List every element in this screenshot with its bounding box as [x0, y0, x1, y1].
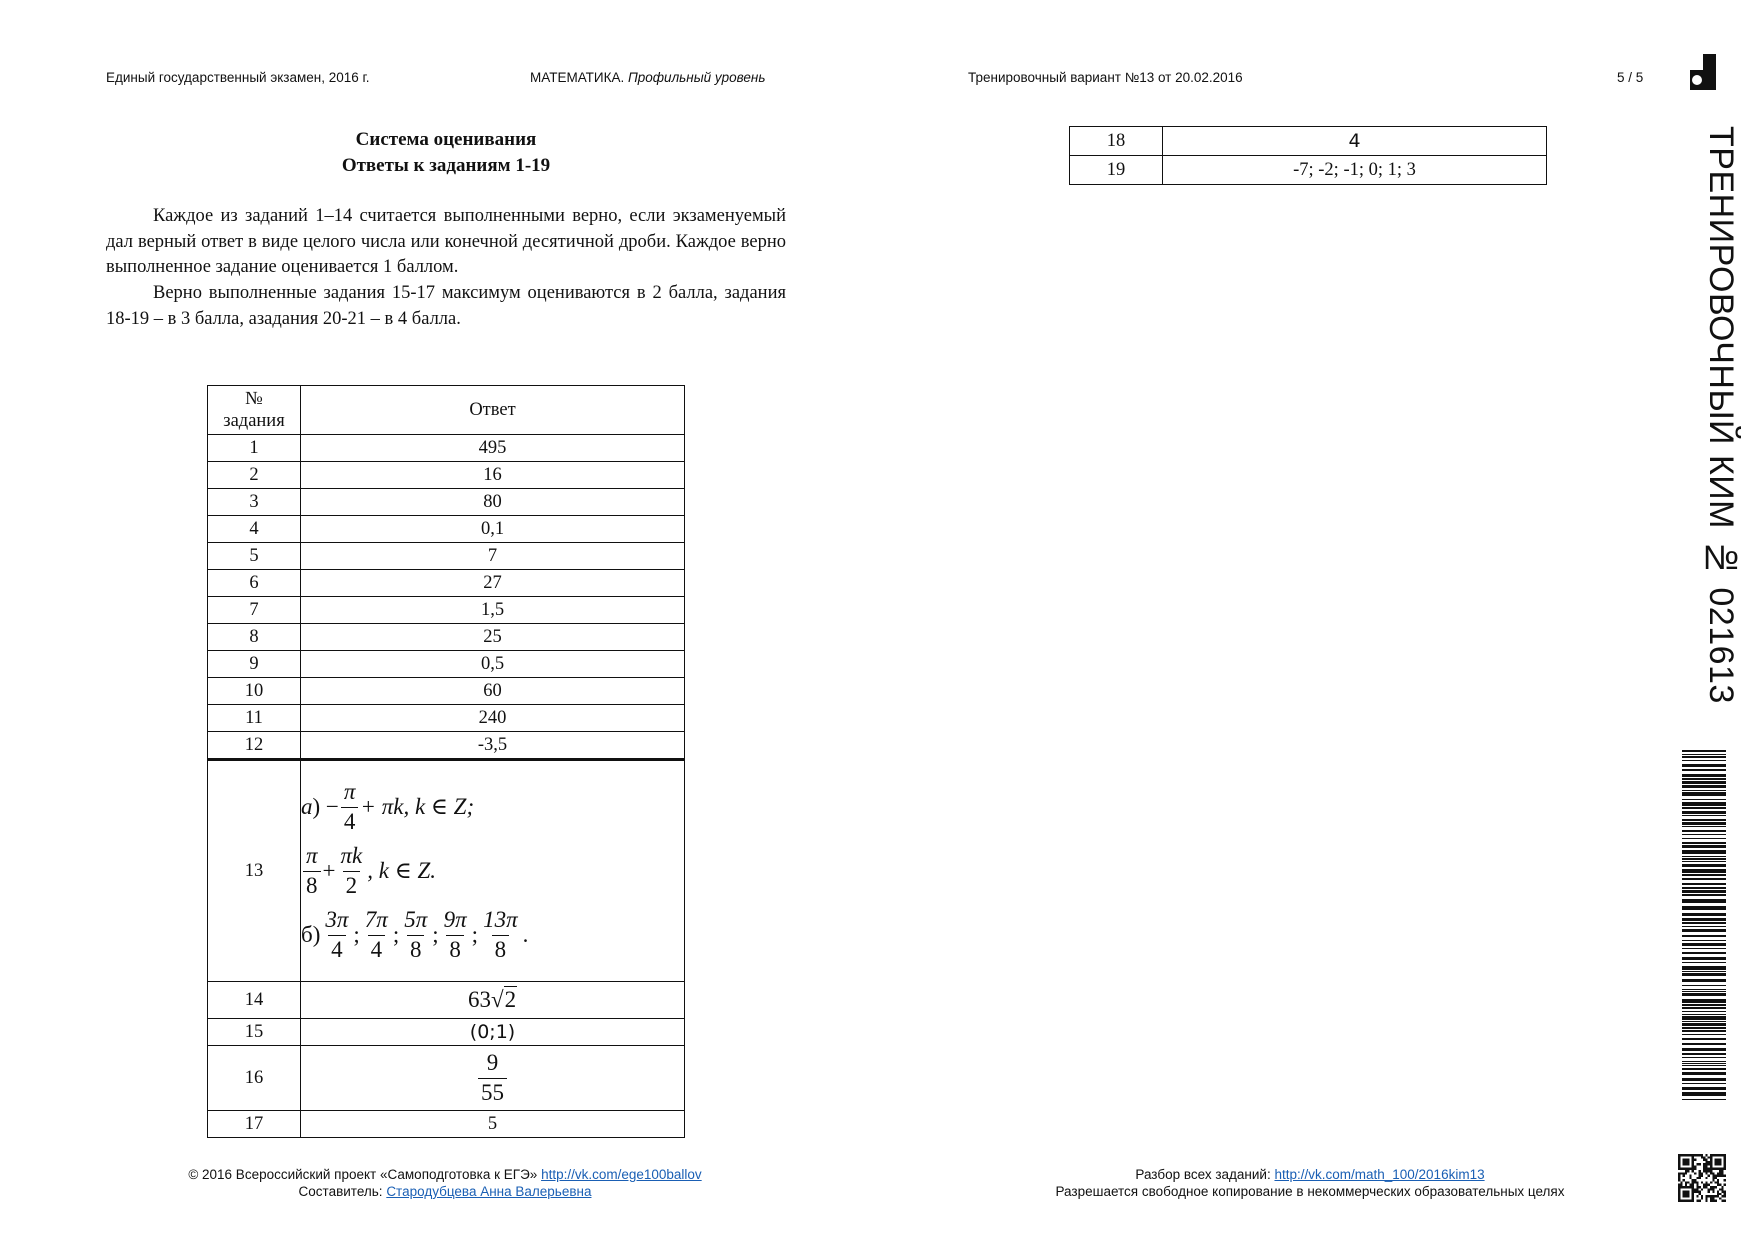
- fraction: [341, 780, 359, 833]
- formula-separator: ;: [353, 922, 360, 947]
- header-subject: [530, 70, 765, 85]
- fraction-numerator: 5π: [404, 907, 428, 933]
- footer-left: [150, 1166, 740, 1200]
- fraction: [480, 908, 521, 961]
- table-header-number: [208, 386, 301, 435]
- title-line-1: Система оценивания: [355, 129, 537, 150]
- fraction-denominator: 8: [492, 935, 510, 962]
- fraction-numerator: 9: [486, 1050, 499, 1076]
- fraction: [401, 908, 430, 961]
- task-number: 15: [208, 1019, 301, 1046]
- task-answer: 495: [301, 435, 685, 462]
- table-row: [208, 732, 685, 760]
- formula-text: +: [322, 858, 336, 883]
- fraction: [322, 908, 351, 961]
- table-row: [208, 624, 685, 651]
- title-line-2: Ответы к заданиям 1-19: [341, 155, 551, 176]
- table-row: [208, 1111, 685, 1138]
- table-row: [1070, 127, 1547, 156]
- task-number: 13: [208, 760, 301, 982]
- fraction-numerator: 7π: [364, 907, 388, 933]
- task-number: 14: [208, 982, 301, 1019]
- fraction-numerator: 9π: [443, 907, 467, 933]
- formula-separator: ;: [432, 922, 439, 947]
- task-number: 19: [1070, 156, 1163, 185]
- task-answer: 16: [301, 462, 685, 489]
- formula-text: , k ∈ Z;: [403, 794, 475, 819]
- page-title: [106, 127, 786, 179]
- fraction: [362, 908, 391, 961]
- fraction: [478, 1051, 507, 1104]
- task-answer: 0,1: [301, 516, 685, 543]
- task-number: 8: [208, 624, 301, 651]
- fraction-numerator: 13π: [483, 907, 518, 933]
- fraction-denominator: 8: [303, 871, 321, 898]
- header-subject-level: Профильный уровень: [627, 70, 766, 85]
- fraction: [338, 844, 366, 897]
- table-header-row: [208, 386, 685, 435]
- task-number: 11: [208, 705, 301, 732]
- footer-author-link[interactable]: Стародубцева Анна Валерьевна: [386, 1184, 592, 1199]
- task-number: 17: [208, 1111, 301, 1138]
- fraction-denominator: 8: [407, 935, 425, 962]
- task-answer: 4: [1163, 127, 1547, 156]
- task-answer: 27: [301, 570, 685, 597]
- table-row: [208, 705, 685, 732]
- footer-author-label: Составитель:: [298, 1184, 383, 1199]
- answers-table: [207, 385, 685, 1138]
- sqrt-icon: √: [490, 987, 504, 1012]
- table-row: [208, 597, 685, 624]
- formula-line-b: [301, 903, 684, 967]
- barcode-icon: [1682, 750, 1726, 1100]
- formula-text: , k ∈ Z.: [367, 858, 437, 883]
- task-answer: -3,5: [301, 732, 685, 760]
- qr-code-icon: [1678, 1154, 1726, 1202]
- fraction-denominator: 8: [446, 935, 464, 962]
- side-title: ТРЕНИРОВОЧНЫЙ КИМ № 021613: [1702, 126, 1740, 704]
- header-number-sign: №: [245, 389, 263, 409]
- task-number: 2: [208, 462, 301, 489]
- answers-table-continued: [1069, 126, 1547, 185]
- task-answer-sqrt: [301, 982, 685, 1019]
- table-row: [208, 1019, 685, 1046]
- part-a-label: a: [301, 794, 313, 819]
- formula-separator: ;: [392, 922, 400, 947]
- task-number: 12: [208, 732, 301, 760]
- task-answer: 60: [301, 678, 685, 705]
- table-row: [208, 1046, 685, 1111]
- task-number: 6: [208, 570, 301, 597]
- task-number: 18: [1070, 127, 1163, 156]
- table-row: [208, 678, 685, 705]
- footer-analysis-text: Разбор всех заданий:: [1135, 1167, 1271, 1182]
- task-number: 16: [208, 1046, 301, 1111]
- footer-project-link[interactable]: http://vk.com/ege100ballov: [541, 1167, 702, 1182]
- fraction-numerator: π: [306, 843, 318, 869]
- table-row: [208, 516, 685, 543]
- task-answer: 240: [301, 705, 685, 732]
- formula-separator: ;: [471, 922, 479, 947]
- task-number: 5: [208, 543, 301, 570]
- fraction-denominator: 2: [343, 871, 361, 898]
- part-b-label: б): [301, 922, 321, 947]
- fraction-numerator: 3π: [325, 907, 349, 933]
- task-number: 4: [208, 516, 301, 543]
- formula-paren: ) −: [312, 794, 339, 819]
- table-row: [208, 435, 685, 462]
- intro-text: [106, 204, 786, 333]
- intro-paragraph-2: Верно выполненные задания 15-17 максимум оцениваются в 2 балла, задания 18-19 – в 3 балла, азадания 20-21 – в 4 балла.: [106, 283, 786, 329]
- table-row: [208, 543, 685, 570]
- task-answer-fraction: [301, 1046, 685, 1111]
- fraction-denominator: 4: [341, 807, 359, 834]
- sqrt-expression: [491, 987, 517, 1013]
- task-number: 3: [208, 489, 301, 516]
- header-variant: Тренировочный вариант №13 от 20.02.2016: [968, 70, 1243, 85]
- footer-copy-notice: Разрешается свободное копирование в некоммерческих образовательных целях: [1055, 1184, 1565, 1199]
- fraction-numerator: πk: [340, 843, 363, 869]
- task-answer: 7: [301, 543, 685, 570]
- table-row: [208, 982, 685, 1019]
- fraction: [441, 908, 470, 961]
- task-number: 7: [208, 597, 301, 624]
- task-answer-formula: [301, 760, 685, 982]
- task-number: 10: [208, 678, 301, 705]
- table-row: [208, 651, 685, 678]
- task-answer: 1,5: [301, 597, 685, 624]
- table-row: [208, 489, 685, 516]
- task-number: 9: [208, 651, 301, 678]
- formula-separator: .: [522, 922, 529, 947]
- fraction-denominator: 4: [368, 935, 386, 962]
- sqrt-coefficient: 63: [467, 987, 491, 1012]
- task-answer: 0,5: [301, 651, 685, 678]
- intro-paragraph-1: Каждое из заданий 1–14 считается выполненными верно, если экзаменуемый дал верный ответ в виде целого числа или конечной десятичной дроби. Каждое верно выполненное задание оценивается 1 баллом.: [106, 206, 786, 278]
- table-row: [208, 760, 685, 982]
- corner-marker-icon: [1690, 54, 1716, 90]
- formula-line-a2: [301, 839, 684, 903]
- header-subject-name: МАТЕМАТИКА.: [530, 70, 625, 85]
- task-answer: 5: [301, 1111, 685, 1138]
- formula-line-a1: [301, 775, 684, 839]
- task-answer: -7; -2; -1; 0; 1; 3: [1163, 156, 1547, 185]
- table-header-answer: Ответ: [301, 386, 685, 435]
- formula-text: + πk: [360, 794, 404, 819]
- fraction-denominator: 4: [328, 935, 346, 962]
- sqrt-radicand: 2: [504, 987, 517, 1012]
- fraction-denominator: 55: [478, 1078, 507, 1105]
- footer-project-text: © 2016 Всероссийский проект «Самоподготовка к ЕГЭ»: [188, 1167, 538, 1182]
- header-exam-name: Единый государственный экзамен, 2016 г.: [106, 70, 370, 85]
- table-row: [208, 462, 685, 489]
- task-answer: 25: [301, 624, 685, 651]
- task-answer: 80: [301, 489, 685, 516]
- fraction: [303, 844, 321, 897]
- header-number-word: задания: [223, 411, 285, 431]
- footer-right: [1000, 1166, 1620, 1200]
- footer-analysis-link[interactable]: http://vk.com/math_100/2016kim13: [1274, 1167, 1485, 1182]
- fraction-numerator: π: [343, 779, 356, 805]
- task-number: 1: [208, 435, 301, 462]
- table-row: [1070, 156, 1547, 185]
- table-row: [208, 570, 685, 597]
- task-answer: (0;1): [301, 1019, 685, 1046]
- page-number: 5 / 5: [1617, 70, 1644, 85]
